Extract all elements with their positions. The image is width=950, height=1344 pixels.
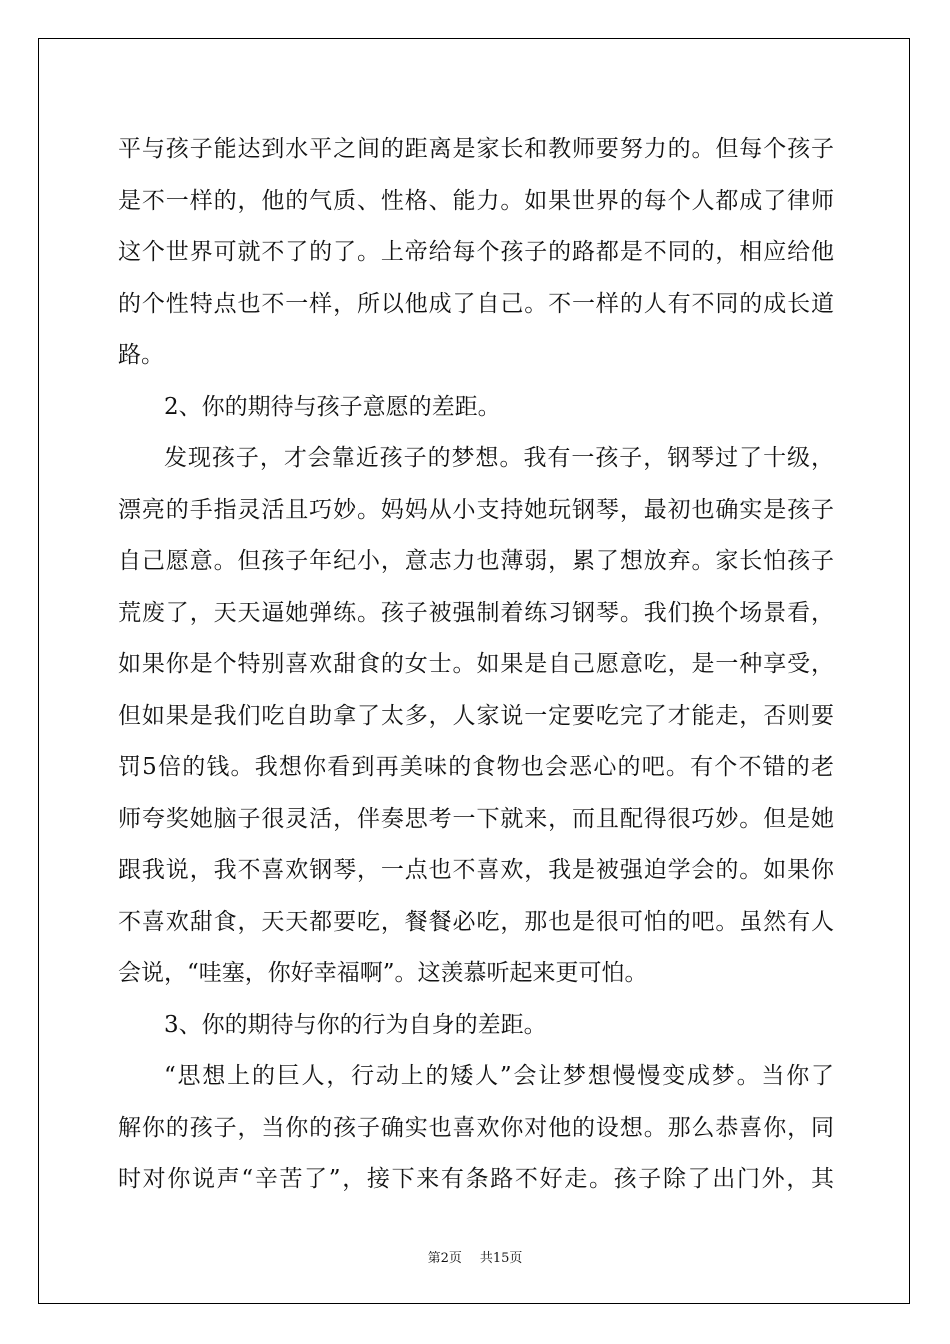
text-line: 平与孩子能达到水平之间的距离是家长和教师要努力的。但每个孩子 <box>118 136 834 162</box>
text-line: 的个性特点也不一样，所以他成了自己。不一样的人有不同的成长道 <box>118 290 834 317</box>
text-line: 师夸奖她脑子很灵活，伴奏思考一下就来，而且配得很巧妙。但是她 <box>118 805 834 832</box>
text-line: 路。 <box>118 342 164 368</box>
text-line: 不喜欢甜食，天天都要吃，餐餐必吃，那也是很可怕的吧。虽然有人 <box>118 908 834 935</box>
text-line: 是不一样的，他的气质、性格、能力。如果世界的每个人都成了律师 <box>118 187 834 214</box>
text-line: 发现孩子，才会靠近孩子的梦想。我有一孩子，钢琴过了十级， <box>164 445 834 471</box>
document-body <box>118 124 834 1206</box>
text-line: “思想上的巨人，行动上的矮人”会让梦想慢慢变成梦。当你了 <box>164 1063 834 1089</box>
text-line: 但如果是我们吃自助拿了太多，人家说一定要吃完了才能走，否则要 <box>118 702 834 729</box>
text-line: 如果你是个特别喜欢甜食的女士。如果是自己愿意吃，是一种享受， <box>118 651 834 677</box>
page-number: 第2页 <box>427 1251 462 1266</box>
text-line: 时对你说声“辛苦了”，接下来有条路不好走。孩子除了出门外，其 <box>118 1166 834 1192</box>
text-line: 罚5倍的钱。我想你看到再美味的食物也会恶心的吧。有个不错的老 <box>118 754 834 780</box>
text-line: 这个世界可就不了的了。上帝给每个孩子的路都是不同的，相应给他 <box>118 239 834 265</box>
text-line: 2、你的期待与孩子意愿的差距。 <box>164 393 501 420</box>
text-line: 会说，“哇塞，你好幸福啊”。这羡慕听起来更可怕。 <box>118 960 648 986</box>
text-line: 荒废了，天天逼她弹练。孩子被强制着练习钢琴。我们换个场景看， <box>118 599 834 626</box>
page-total: 共15页 <box>479 1251 523 1266</box>
text-line: 自己愿意。但孩子年纪小，意志力也薄弱，累了想放弃。家长怕孩子 <box>118 548 834 574</box>
text-line: 3、你的期待与你的行为自身的差距。 <box>164 1011 547 1038</box>
text-line: 跟我说，我不喜欢钢琴，一点也不喜欢，我是被强迫学会的。如果你 <box>118 857 834 883</box>
text-line: 解你的孩子，当你的孩子确实也喜欢你对他的设想。那么恭喜你，同 <box>118 1114 834 1141</box>
text-line: 漂亮的手指灵活且巧妙。妈妈从小支持她玩钢琴，最初也确实是孩子 <box>118 496 834 523</box>
page-footer <box>0 1247 950 1266</box>
